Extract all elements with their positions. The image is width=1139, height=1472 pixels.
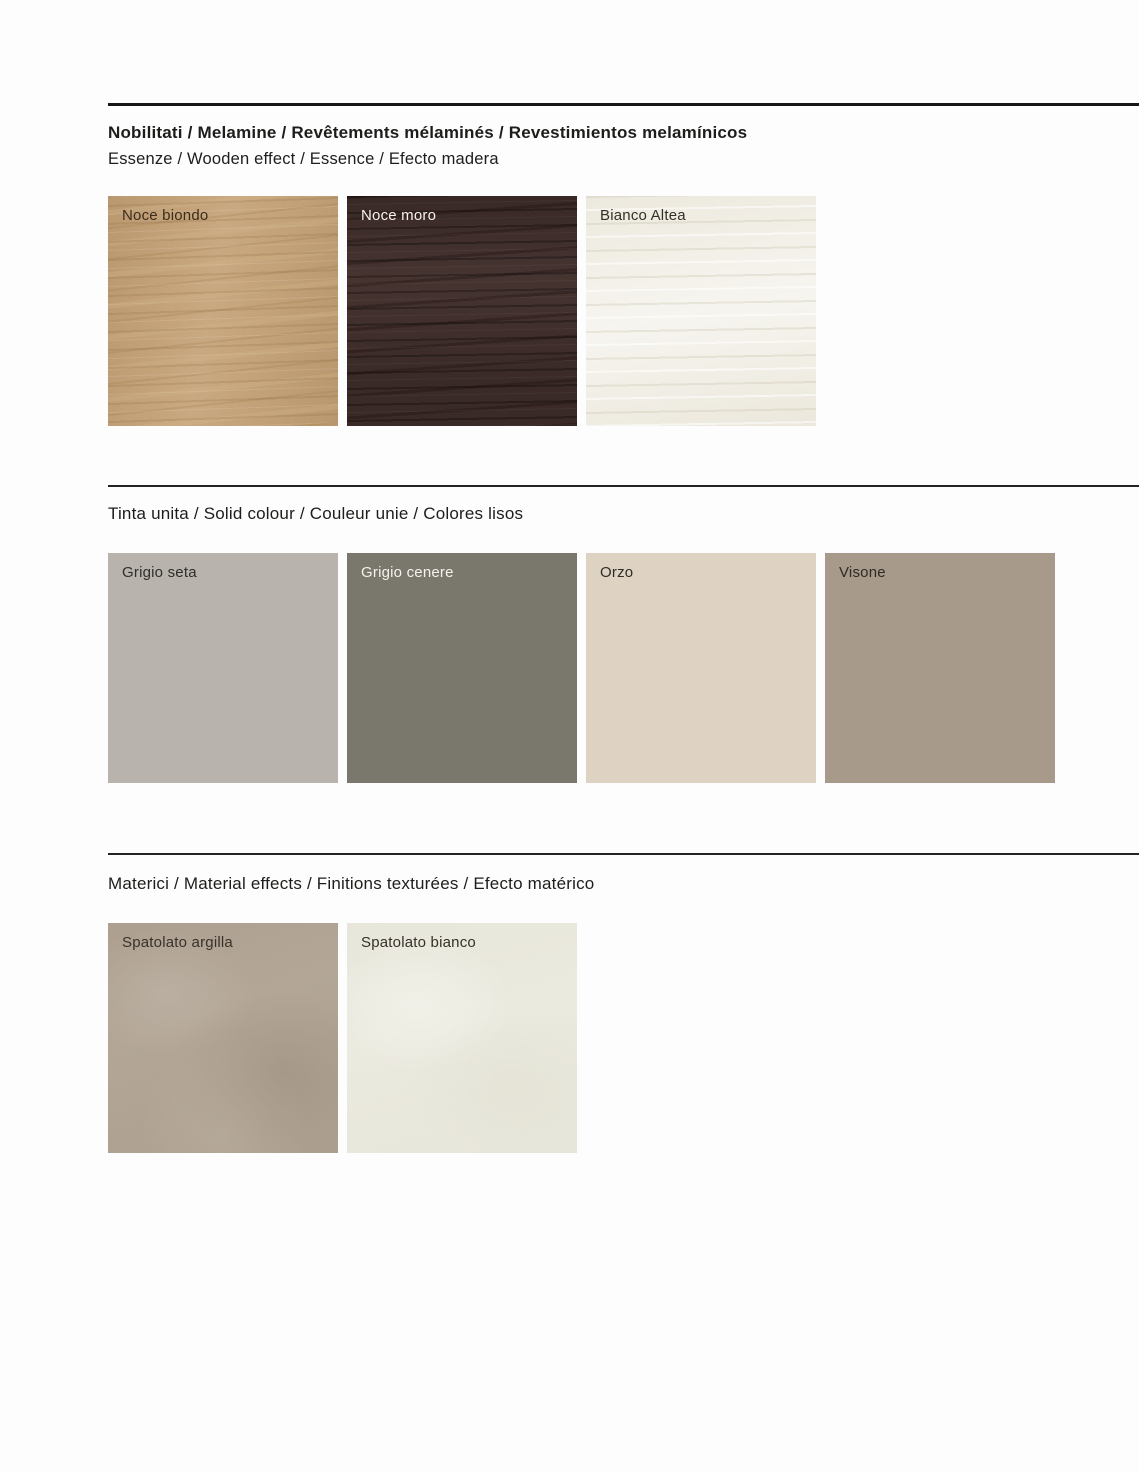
swatch-label: Spatolato bianco — [361, 934, 476, 951]
section-divider — [108, 485, 1139, 487]
page-content — [108, 103, 1139, 1153]
swatch-label: Bianco Altea — [600, 207, 686, 224]
swatch-orzo — [586, 553, 816, 783]
swatch-spatolato-argilla — [108, 923, 338, 1153]
swatch-grigio-cenere — [347, 553, 577, 783]
section-solid-colour — [108, 485, 1139, 783]
swatch-label: Spatolato argilla — [122, 934, 233, 951]
section-title: Materici / Material effects / Finitions texturées / Efecto matérico — [108, 874, 595, 893]
section-melamine-wood — [108, 103, 1139, 426]
swatch-label: Visone — [839, 564, 886, 581]
swatch-row-solid — [108, 553, 1139, 783]
section-material-effects — [108, 853, 1139, 1153]
section-divider — [108, 103, 1139, 106]
swatch-row-wood — [108, 196, 1139, 426]
swatch-label: Noce biondo — [122, 207, 209, 224]
swatch-bianco-altea — [586, 196, 816, 426]
section-title: Tinta unita / Solid colour / Couleur unie / Colores lisos — [108, 504, 524, 523]
swatch-label: Orzo — [600, 564, 634, 581]
swatch-grigio-seta — [108, 553, 338, 783]
finishes-catalog-page — [0, 103, 1139, 1472]
swatch-spatolato-bianco — [347, 923, 577, 1153]
swatch-label: Grigio seta — [122, 564, 197, 581]
swatch-label: Noce moro — [361, 207, 437, 224]
swatch-row-material — [108, 923, 1139, 1153]
swatch-noce-biondo — [108, 196, 338, 426]
swatch-visone — [825, 553, 1055, 783]
swatch-noce-moro — [347, 196, 577, 426]
section-subtitle: Essenze / Wooden effect / Essence / Efecto madera — [108, 150, 499, 168]
section-title: Nobilitati / Melamine / Revêtements mélaminés / Revestimientos melamínicos — [108, 123, 748, 142]
swatch-label: Grigio cenere — [361, 564, 454, 581]
section-divider — [108, 853, 1139, 855]
